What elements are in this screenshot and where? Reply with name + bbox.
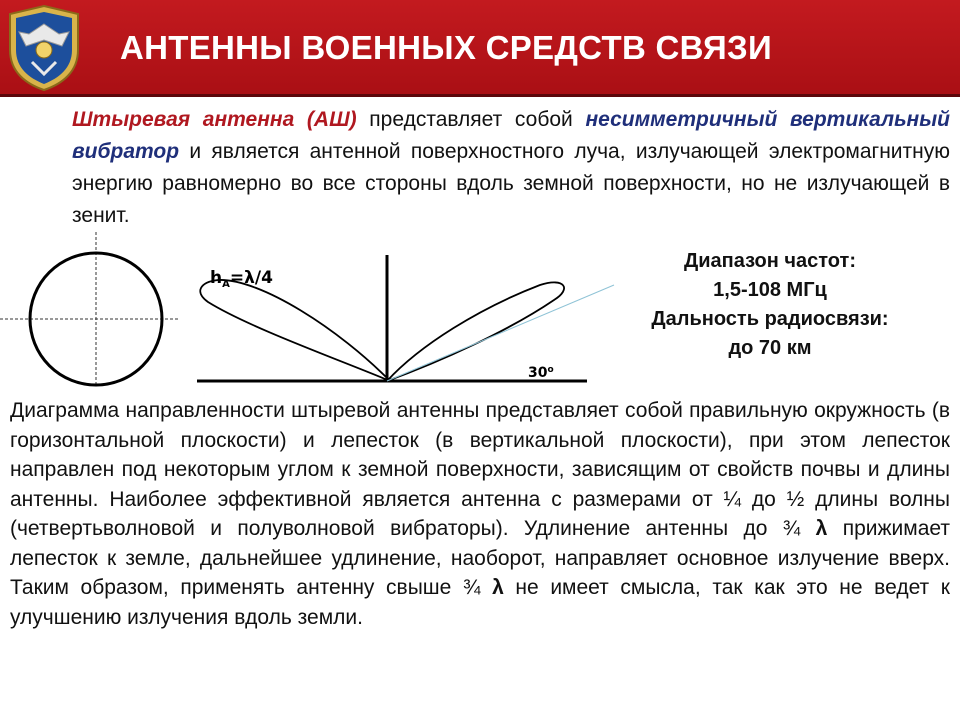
vertical-pattern-diagram [190, 250, 620, 390]
height-label: $h_А=\lambda/4$ [210, 268, 273, 290]
page-title: АНТЕННЫ ВОЕННЫХ СРЕДСТВ СВЯЗИ [120, 29, 772, 66]
angle-label: $30^о$ [528, 365, 554, 381]
lambda-symbol: λ [815, 517, 828, 540]
body-text-1: Диаграмма направленности штыревой антенны представляет собой правильную окружность (в горизонтальной плоскости) и лепесток (в вертикальной плоскости), при этом лепесток направлен под некоторым углом к земной поверхности, зависящим от свойств почвы и длины антенны. Наиболее эффективной является антенна с размерами от ¼ до ½ длины волны (четвертьволновой и полуволновой вибраторы). Удлинение антенны до ¾ [10, 399, 950, 540]
header-divider [0, 94, 960, 97]
intro-text-1: представляет собой [356, 108, 586, 131]
freq-value: 1,5-108 МГц [713, 279, 827, 301]
angle-ray [387, 285, 614, 381]
term-vertical-vibrator: вертикальный вибратор [72, 108, 950, 163]
intro-text-2: и является антенной поверхностного луча, излучающей электромагнитную энергию равномерно во все стороны вдоль земной поверхности, но не излучающей в зенит. [72, 140, 950, 227]
body-text-2: прижимает лепесток к земле, дальнейшее удлинение, наоборот, направляет основное излучение вверх. Таким образом, применять антенну свыше ¾ [10, 517, 950, 599]
body-paragraph [10, 396, 950, 632]
range-label: Дальность радиосвязи: [651, 308, 889, 330]
body-text-3: не имеет смысла, так как это не ведет к улучшению излучения вдоль земли. [10, 576, 950, 629]
term-asymmetric: несимметричный [585, 108, 778, 131]
lambda-symbol: λ [492, 576, 504, 599]
range-value: до 70 км [728, 337, 812, 359]
freq-label: Диапазон частот: [684, 250, 856, 272]
horizontal-pattern-diagram [0, 230, 190, 390]
term-pin-antenna: Штыревая антенна (АШ) [72, 108, 357, 131]
title-bar [0, 0, 960, 97]
specs-block [600, 247, 940, 363]
intro-paragraph [10, 104, 950, 232]
left-lobe [200, 280, 390, 381]
military-emblem-icon [4, 4, 84, 92]
